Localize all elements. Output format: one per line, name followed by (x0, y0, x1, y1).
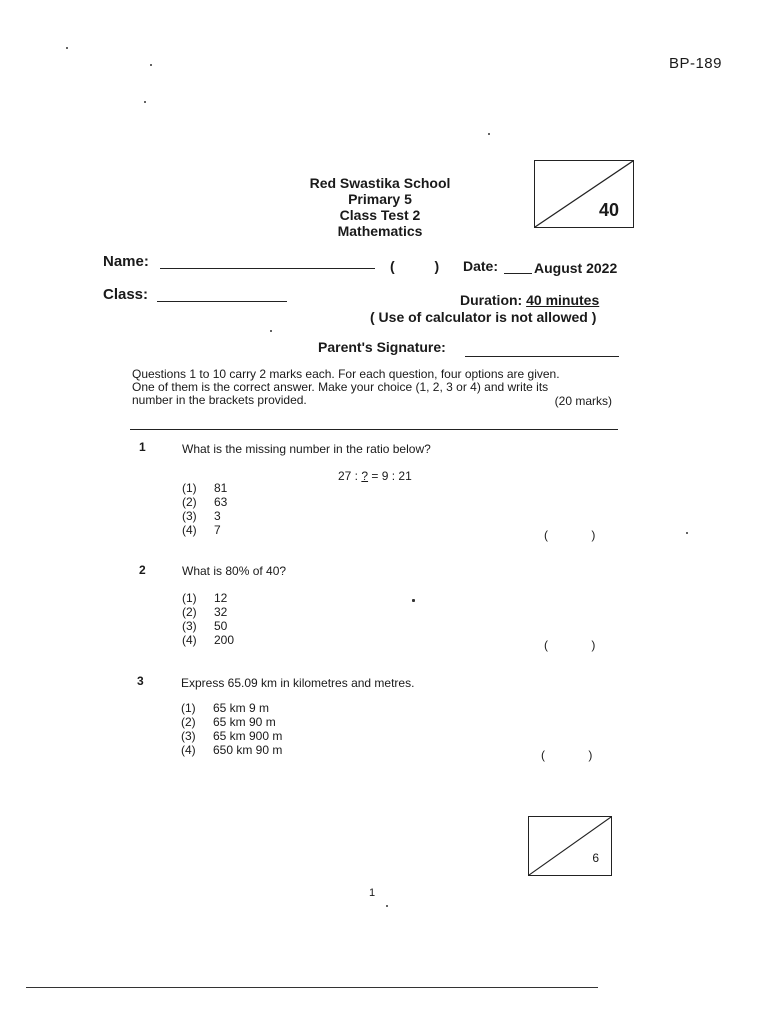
page-marks-box (528, 816, 612, 876)
option-row (181, 715, 282, 729)
option-row (182, 619, 234, 633)
scan-speck (488, 133, 490, 135)
date-day-field[interactable] (504, 273, 532, 274)
option-number: (1) (182, 481, 197, 495)
instructions-line-2: One of them is the correct answer. Make your choice (1, 2, 3 or 4) and write its (132, 380, 549, 394)
option-row (181, 743, 282, 757)
class-level: Primary 5 (348, 191, 412, 207)
option-number: (3) (182, 619, 197, 633)
option-value: 81 (214, 481, 228, 495)
instructions-line-3: number in the brackets provided. (132, 393, 307, 407)
duration-value: 40 minutes (526, 292, 600, 308)
option-row (182, 495, 227, 509)
option-row (182, 481, 227, 495)
option-value: 200 (214, 633, 235, 647)
option-number: (4) (182, 523, 197, 537)
subject-name: Mathematics (337, 223, 423, 239)
score-box-diagonal (535, 161, 635, 229)
exam-header (280, 175, 480, 239)
option-value: 7 (214, 523, 221, 537)
calculator-note: ( Use of calculator is not allowed ) (370, 309, 597, 325)
option-number: (1) (182, 591, 197, 605)
scan-speck (412, 599, 415, 602)
option-row (181, 701, 282, 715)
question-1-text: What is the missing number in the ratio below? (182, 442, 431, 456)
scan-speck (686, 532, 688, 534)
class-field[interactable] (157, 301, 287, 302)
option-value: 63 (214, 495, 228, 509)
question-1-answer-brackets[interactable]: ( ) (544, 528, 616, 542)
paper-code: BP-189 (668, 55, 722, 72)
page-marks-max: 6 (592, 851, 599, 865)
test-name: Class Test 2 (339, 207, 421, 223)
option-number: (3) (181, 729, 196, 743)
scan-speck (144, 101, 146, 103)
question-2-options (182, 591, 234, 647)
duration (460, 292, 599, 308)
ratio-right: = 9 : 21 (371, 469, 412, 483)
instructions-line-1: Questions 1 to 10 carry 2 marks each. For each question, four options are given. (132, 367, 560, 381)
option-value: 65 km 900 m (213, 729, 283, 743)
option-number: (2) (182, 605, 197, 619)
question-3-answer-brackets[interactable]: ( ) (541, 748, 613, 762)
scan-edge-line (26, 987, 598, 988)
school-name: Red Swastika School (309, 175, 451, 191)
option-number: (2) (181, 715, 196, 729)
ratio-blank: ? (361, 469, 369, 483)
option-number: (3) (182, 509, 197, 523)
parent-signature-field[interactable] (465, 356, 619, 357)
section-divider (130, 429, 618, 430)
option-row (182, 523, 227, 537)
option-value: 65 km 90 m (213, 715, 276, 729)
scan-speck (386, 905, 388, 907)
option-value: 12 (214, 591, 228, 605)
score-total: 40 (598, 200, 619, 220)
option-value: 65 km 9 m (213, 701, 270, 715)
scan-speck (66, 47, 68, 49)
question-1-number: 1 (139, 440, 146, 454)
parent-signature-label: Parent's Signature: (318, 339, 446, 355)
scan-speck (150, 64, 152, 66)
question-2-text: What is 80% of 40? (182, 564, 287, 578)
question-3-text: Express 65.09 km in kilometres and metres. (181, 676, 415, 690)
duration-label: Duration: (460, 292, 523, 308)
option-row (182, 591, 234, 605)
option-row (182, 605, 234, 619)
option-row (182, 633, 234, 647)
question-3-number: 3 (137, 674, 144, 688)
ratio-left: 27 : (338, 469, 359, 483)
section-marks: (20 marks) (554, 394, 612, 408)
date-value: August 2022 (534, 260, 618, 276)
name-field[interactable] (160, 268, 375, 269)
instructions (132, 368, 618, 407)
option-row (181, 729, 282, 743)
score-box (534, 160, 634, 228)
question-1-options (182, 481, 227, 537)
option-value: 650 km 90 m (213, 743, 283, 757)
scan-speck (270, 330, 272, 332)
question-2-number: 2 (139, 563, 146, 577)
page-box-diagonal (529, 817, 613, 877)
register-number-brackets[interactable]: ( ) (390, 258, 458, 274)
question-2-answer-brackets[interactable]: ( ) (544, 638, 616, 652)
option-number: (2) (182, 495, 197, 509)
option-number: (4) (181, 743, 196, 757)
question-1-ratio (338, 469, 412, 483)
option-number: (1) (181, 701, 196, 715)
option-number: (4) (182, 633, 197, 647)
option-value: 32 (214, 605, 228, 619)
option-value: 50 (214, 619, 228, 633)
name-label: Name: (103, 253, 149, 270)
page-number: 1 (369, 887, 376, 899)
class-label: Class: (103, 286, 149, 303)
option-value: 3 (214, 509, 221, 523)
option-row (182, 509, 227, 523)
question-3-options (181, 701, 282, 757)
date-label: Date: (463, 258, 499, 274)
